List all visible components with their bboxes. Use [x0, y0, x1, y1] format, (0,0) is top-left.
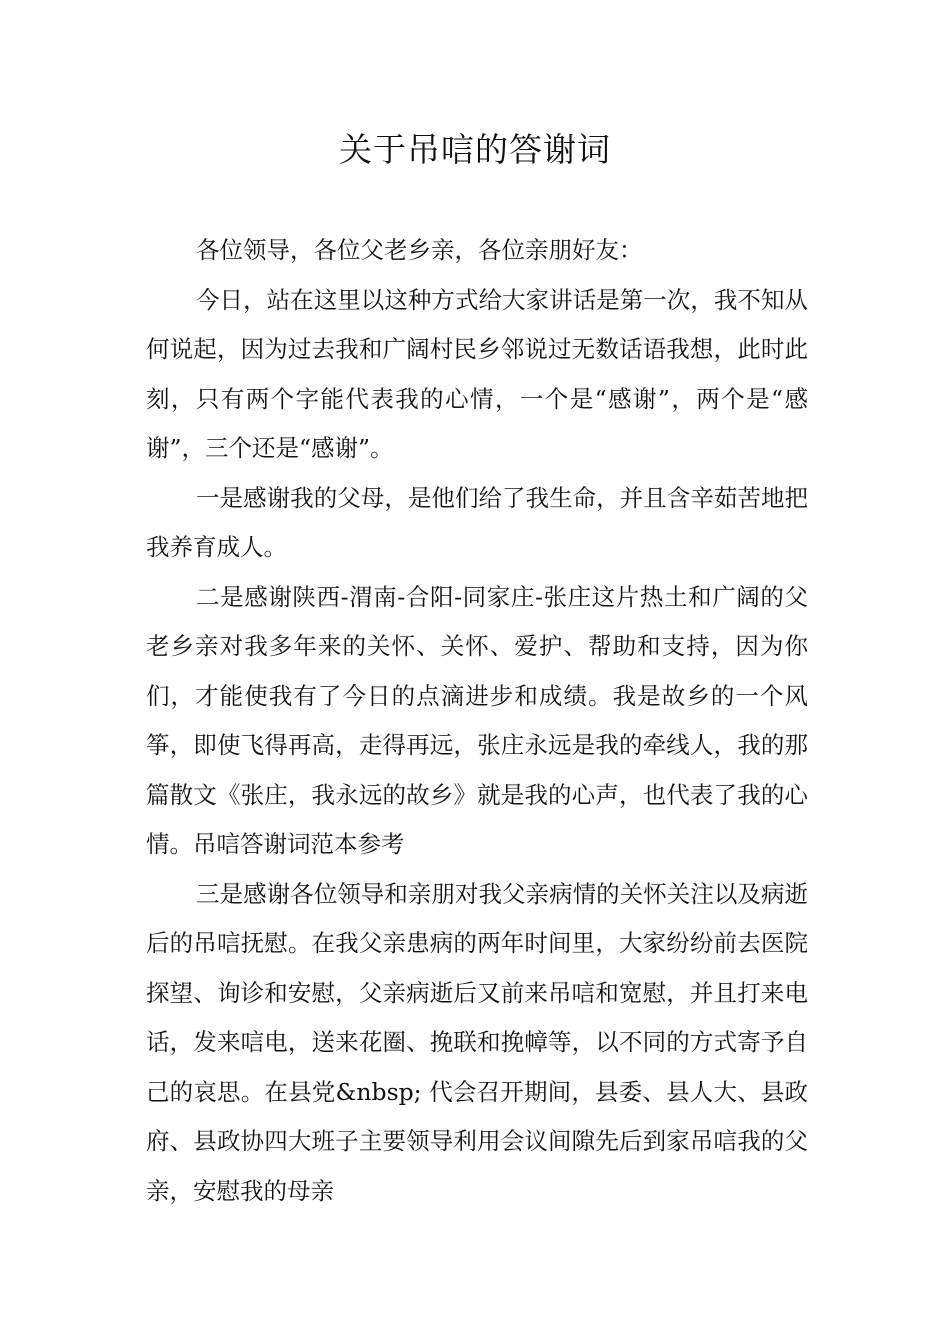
document-title: 关于吊唁的答谢词: [339, 130, 611, 169]
thanks-hometown-paragraph: 二是感谢陕西-渭南-合阳-同家庄-张庄这片热土和广阔的父老乡亲对我多年来的关怀、关怀、爱护、帮助和支持，因为你们，才能使我有了今日的点滴进步和成绩。我是故乡的一个风筝，即使飞得再高，走得再远，张庄永远是我的牵线人，我的那篇散文《张庄，我永远的故乡》就是我的心声，也代表了我的心情。吊唁答谢词范本参考: [146, 582, 808, 858]
opening-paragraph: 今日，站在这里以这种方式给大家讲话是第一次，我不知从何说起，因为过去我和广阔村民乡邻说过无数话语我想，此时此刻，只有两个字能代表我的心情，一个是“感谢”，两个是“感谢”，三个还是“感谢”。: [146, 285, 808, 462]
document-body: [146, 226, 808, 1216]
salutation-paragraph: 各位领导，各位父老乡亲，各位亲朋好友：: [196, 236, 643, 264]
thanks-leaders-paragraph: 三是感谢各位领导和亲朋对我父亲病情的关怀关注以及病逝后的吊唁抚慰。在我父亲患病的两年时间里，大家纷纷前去医院探望、询诊和安慰，父亲病逝后又前来吊唁和宽慰，并且打来电话，发来唁电，送来花圈、挽联和挽幛等，以不同的方式寄予自己的哀思。在县党&nbsp; 代会召开期间，县委、县人大、县政府、县政协四大班子主要领导利用会议间隙先后到家吊唁我的父亲，安慰我的母亲: [146, 879, 808, 1205]
thanks-parents-paragraph: 一是感谢我的父母，是他们给了我生命，并且含辛茹苦地把我养育成人。: [146, 483, 808, 561]
